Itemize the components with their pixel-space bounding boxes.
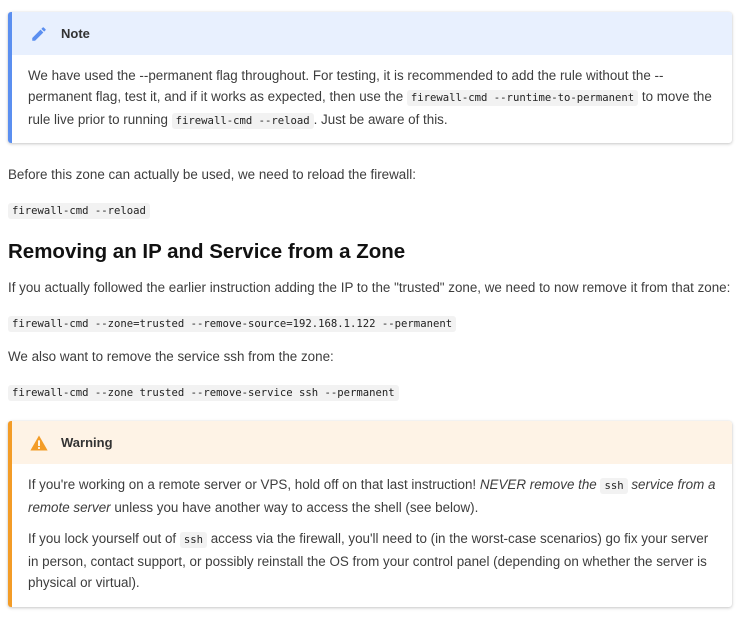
note-text-part: . Just be aware of this. (313, 112, 448, 127)
note-accent-bar (8, 12, 12, 143)
remove-ip-intro: If you actually followed the earlier instruction adding the IP to the "trusted" zone, we need to now remove it from that zone: (8, 280, 731, 295)
reload-code: firewall-cmd --reload (8, 203, 150, 219)
pencil-icon (30, 25, 48, 43)
reload-intro: Before this zone can actually be used, we need to reload the firewall: (8, 167, 416, 182)
remove-service-code: firewall-cmd --zone trusted --remove-service ssh --permanent (8, 385, 399, 401)
warning-body (8, 464, 732, 603)
warning-paragraph-2 (28, 528, 716, 593)
reload-code-line (8, 199, 732, 222)
note-text-part: We have used the --permanent flag throughout. For testing, it is recommended to add the rule without the --permanent flag, test it, and if it works as expected, then use the (28, 68, 664, 104)
ssh-inline-code: ssh (180, 532, 207, 548)
warning-emphasis: service from a remote server (28, 477, 716, 515)
note-body (8, 55, 732, 142)
reload-inline-code: firewall-cmd --reload (172, 113, 314, 129)
warning-header (8, 421, 732, 464)
warning-admonition (8, 421, 732, 607)
note-header (8, 12, 732, 55)
warning-paragraph-1 (28, 474, 716, 518)
warning-triangle-icon (30, 434, 48, 452)
note-admonition (8, 12, 732, 143)
remove-service-intro: We also want to remove the service ssh from the zone: (8, 349, 334, 364)
warning-accent-bar (8, 421, 12, 607)
note-text (28, 65, 716, 132)
remove-ip-code-line (8, 312, 732, 335)
remove-ip-code: firewall-cmd --zone=trusted --remove-source=192.168.1.122 --permanent (8, 316, 456, 332)
runtime-to-permanent-code: firewall-cmd --runtime-to-permanent (407, 90, 638, 106)
warning-title: Warning (61, 435, 113, 450)
warning-text-part: access via the firewall, you'll need to (in the worst-case scenarios) go fix your server in person, contact support, or possibly reinstall the OS from your control panel (depending on whether the server is physical or virtual). (28, 531, 709, 590)
warning-text-part: unless you have another way to access the shell (see below). (114, 500, 479, 515)
note-title: Note (61, 26, 90, 41)
warning-text-part: If you lock yourself out of (28, 531, 177, 546)
remove-service-code-line (8, 381, 732, 404)
ssh-inline-code: ssh (600, 478, 627, 494)
section-heading: Removing an IP and Service from a Zone (8, 240, 406, 263)
warning-text-part: If you're working on a remote server or VPS, hold off on that last instruction! (28, 477, 477, 492)
note-text-part: to move the rule live prior to running (28, 89, 712, 127)
warning-emphasis: NEVER remove the (479, 477, 597, 492)
